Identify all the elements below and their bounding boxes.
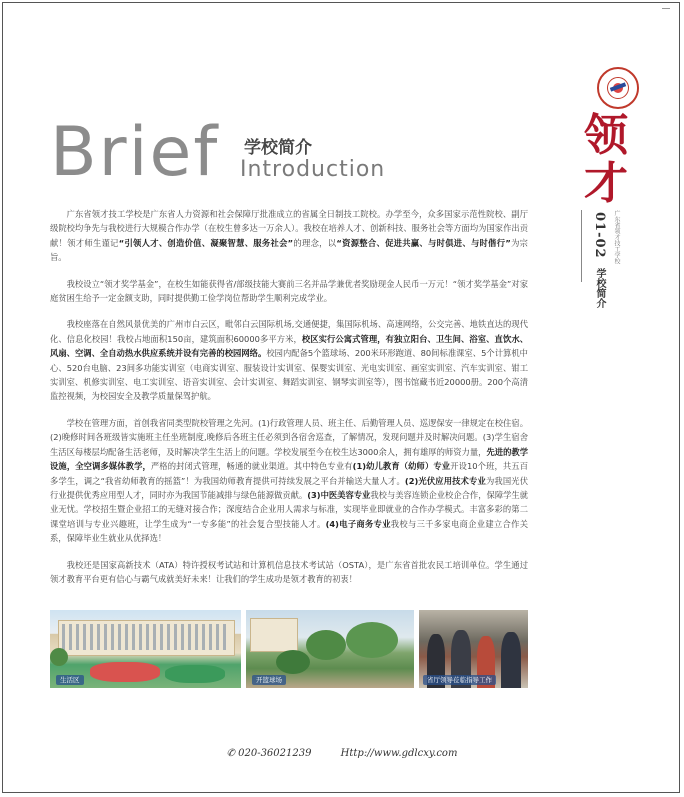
bold-text-segment: “引领人才、创造价值、凝聚智慧、服务社会” [118, 237, 294, 248]
footer-url[interactable]: Http://www.gdlcxy.com [340, 748, 458, 759]
page-title-cn: 学校简介 [244, 138, 312, 158]
school-emblem-logo [597, 67, 639, 109]
photo-caption: 生活区 [56, 675, 84, 685]
photo-sports-field [246, 610, 414, 688]
text-segment: 的理念，以 [293, 237, 337, 248]
text-segment: 我校设立“领才奖学基金”，在校生如能获得省/部级技能大赛前三名并品学兼优者奖励现金人民币一万元！“领才奖学基金”对家庭贫困生给予一定金额支助，同时提供勤工俭学岗位帮助学生顺利完成学业。 [50, 278, 528, 304]
photo-officials-visit [419, 610, 528, 688]
bold-text-segment: (4)电子商务专业 [325, 518, 391, 529]
text-segment: 校园内配备5个篮球场、200米环形跑道、80间标准课室、5个计算机中心、520台电脑、23间多功能实训室（电商实训室、服装设计实训室、保婴实训室、光电实训室、画室实训室、汽车实训室、钳工实训室、机修实训室、电工实训室、语音实训室、会计实训室、舞蹈实训室、钢琴实训室等），图书馆藏书近20000册。200个高清监控视频，为校园安全及教学质量保驾护航。 [50, 348, 528, 402]
footer-phone: ✆ 020-36021239 [226, 748, 312, 759]
text-segment: 开设10个班，共五百多学生，调之“我省幼师教育的摇篮”！为我国幼师教育提供可持续发展之平台并输送大量人才。 [50, 461, 528, 486]
bold-text-segment: “资源整合、促进共赢、与时俱进、与时偕行” [336, 237, 511, 248]
text-segment: 为宗旨。 [50, 237, 528, 263]
logo-char-1: 领 [584, 110, 628, 161]
text-segment: 我校与美容连锁企业校企合作，保障学生就业无忧。学校招生暨企业招工的无缝对接合作；深度结合企业用人需求与标准，实现毕业即就业的合作办学模式。丰富多彩的第二课堂培训与专业兴趣班，让学生成为“一专多能”的社会复合型技能人才。 [50, 489, 529, 529]
calligraphy-logo [584, 112, 628, 208]
page-numbers: 01-02 [592, 212, 607, 259]
paragraph [50, 558, 528, 587]
bold-text-segment: (3)中医美容专业 [307, 489, 371, 500]
text-segment: 为我国光伏行业提供优秀应用型人才，同时亦为我国节能减排与绿色能源做贡献。 [50, 475, 528, 500]
text-segment: 我校座落在自然风景优美的广州市白云区，毗邻白云国际机场,交通便捷，集国际机场、高速网络，公交完善、地铁直达的现代化、信息化校园！我校占地面积150亩，建筑面积60000多平方米， [50, 319, 528, 344]
paragraph [50, 277, 528, 306]
text-segment: 学校在管理方面，首创我省同类型院校管理之先河。(1)行政管理人员、班主任、后勤管理人员、巡逻保安一律规定在校住宿。(2)晚修时间各班级皆实施班主任坐班制度,晚修后各班主任必须到各宿舍巡查，了解情况，发现问题并及时解决问题。(3)学生宿舍生活区每楼层均配备生活老师，及时解决学生生活上的问题。学校发展至今在校生达3000余人，拥有雄厚的师资力量， [50, 417, 528, 457]
bold-text-segment: 先进的教学设施，全空调多媒体教学， [50, 446, 528, 472]
bold-text-segment: 校区实行公寓式管理，有独立阳台、卫生间、浴室、直饮水、风扇、空调、全自动热水供应系统并设有完善的校园网络。 [50, 333, 528, 359]
paragraph [50, 317, 528, 403]
photo-strip [50, 610, 528, 688]
paragraph [50, 207, 528, 265]
bold-text-segment: (1)幼儿教育（幼师）专业 [352, 461, 451, 472]
photo-caption: 开篮球场 [252, 675, 286, 685]
crop-mark [662, 8, 670, 15]
paragraph [50, 416, 528, 546]
text-segment: 我校与三千多家电商企业建立合作关系，保障毕业生就业从优择选！ [50, 518, 528, 544]
text-segment: 严格的封闭式管理，畅通的就业渠道。其中特色专业有 [150, 461, 353, 472]
side-school-name: 广东省领才技工学校 [613, 210, 620, 264]
side-divider [581, 210, 582, 282]
logo-char-2: 才 [584, 158, 628, 209]
page-footer [0, 748, 684, 759]
text-segment: 我校还是国家高新技术（ATA）特许授权考试站和计算机信息技术考试站（OSTA），是广东省首批农民工培训单位。学生通过领才教育平台更有信心与霸气成就美好未来！让我们的学生成功是领才教育的初衷！ [50, 559, 528, 584]
page-title-en: Introduction [240, 157, 386, 182]
photo-campus-living-area [50, 610, 241, 688]
brief-heading: Brief [50, 113, 220, 192]
side-section-title: 学校简介 [594, 268, 605, 308]
bold-text-segment: (2)光伏应用技术专业 [404, 475, 486, 486]
photo-caption: 省厅领导莅临指导工作 [423, 675, 496, 685]
text-segment: 广东省领才技工学校是广东省人力资源和社会保障厅批准成立的省属全日制技工院校。办学至今，众多国家示范性院校、副厅级院校均争先与我校进行大规模合作办学（在校生曾多达一万余人）。我校在培养人才、创新科技、服务社会等方面均为国家作出贡献！领才师生谨记 [50, 209, 528, 248]
article-body [50, 207, 528, 598]
